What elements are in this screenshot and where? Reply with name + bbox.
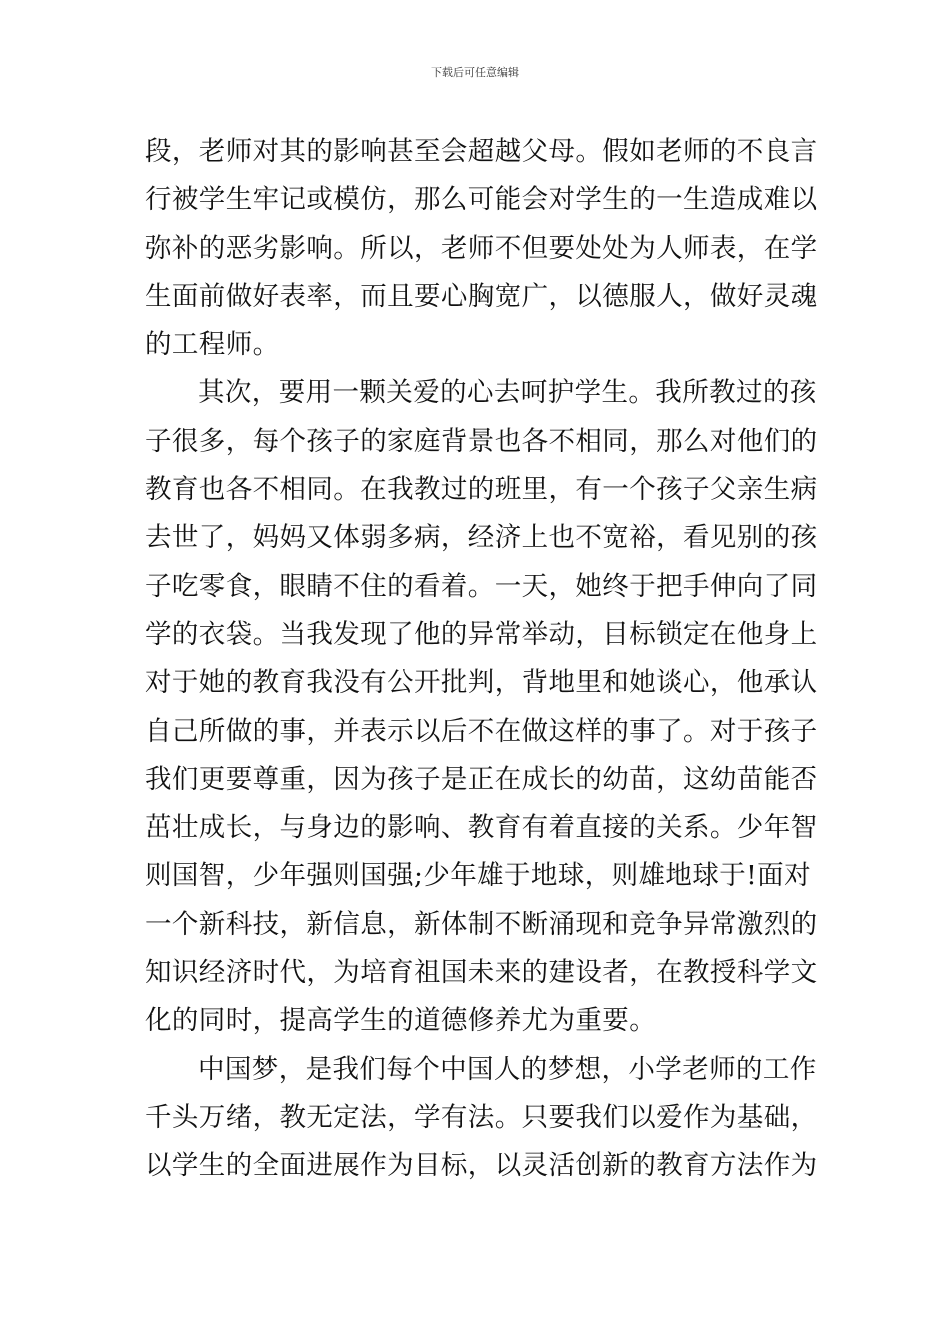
text-line: 子很多，每个孩子的家庭背景也各不相同，那么对他们的: [145, 425, 818, 457]
text-line: 学的衣袋。当我发现了他的异常举动，目标锁定在他身上: [145, 618, 818, 650]
text-line: 我们更要尊重，因为孩子是正在成长的幼苗，这幼苗能否: [145, 763, 818, 795]
text-line: 其次，要用一颗关爱的心去呵护学生。我所教过的孩: [198, 377, 817, 409]
paragraph-1: [145, 128, 825, 369]
text-line: 对于她的教育我没有公开批判，背地里和她谈心，他承认: [145, 667, 818, 699]
text-line: 教育也各不相同。在我教过的班里，有一个孩子父亲生病: [145, 474, 818, 506]
text-line: 去世了，妈妈又体弱多病，经济上也不宽裕，看见别的孩: [145, 522, 818, 554]
text-line: 行被学生牢记或模仿，那么可能会对学生的一生造成难以: [145, 184, 818, 216]
text-line: 的工程师。: [145, 329, 280, 361]
text-line: 则国智，少年强则国强;少年雄于地球，则雄地球于!面对: [145, 860, 811, 892]
text-line: 生面前做好表率，而且要心胸宽广，以德服人，做好灵魂: [145, 280, 818, 312]
text-line: 以学生的全面进展作为目标，以灵活创新的教育方法作为: [145, 1150, 818, 1182]
text-line: 弥补的恶劣影响。所以，老师不但要处处为人师表，在学: [145, 232, 818, 264]
text-line: 子吃零食，眼睛不住的看着。一天，她终于把手伸向了同: [145, 570, 818, 602]
text-line: 一个新科技，新信息，新体制不断涌现和竞争异常激烈的: [145, 908, 818, 940]
page-header: 下载后可任意编辑: [431, 66, 519, 79]
text-line: 茁壮成长，与身边的影响、教育有着直接的关系。少年智: [145, 812, 818, 844]
paragraph-2: [145, 369, 825, 1045]
paragraph-3: [145, 1046, 825, 1191]
text-line: 千头万绪，教无定法，学有法。只要我们以爱作为基础，: [145, 1101, 818, 1133]
text-line: 中国梦，是我们每个中国人的梦想，小学老师的工作: [198, 1053, 817, 1085]
text-line: 化的同时，提高学生的道德修养尤为重要。: [145, 1005, 657, 1037]
document-body: [145, 128, 825, 1191]
text-line: 知识经济时代，为培育祖国未来的建设者，在教授科学文: [145, 957, 818, 989]
text-line: 段，老师对其的影响甚至会超越父母。假如老师的不良言: [145, 136, 818, 167]
text-line: 自己所做的事，并表示以后不在做这样的事了。对于孩子: [145, 715, 818, 747]
